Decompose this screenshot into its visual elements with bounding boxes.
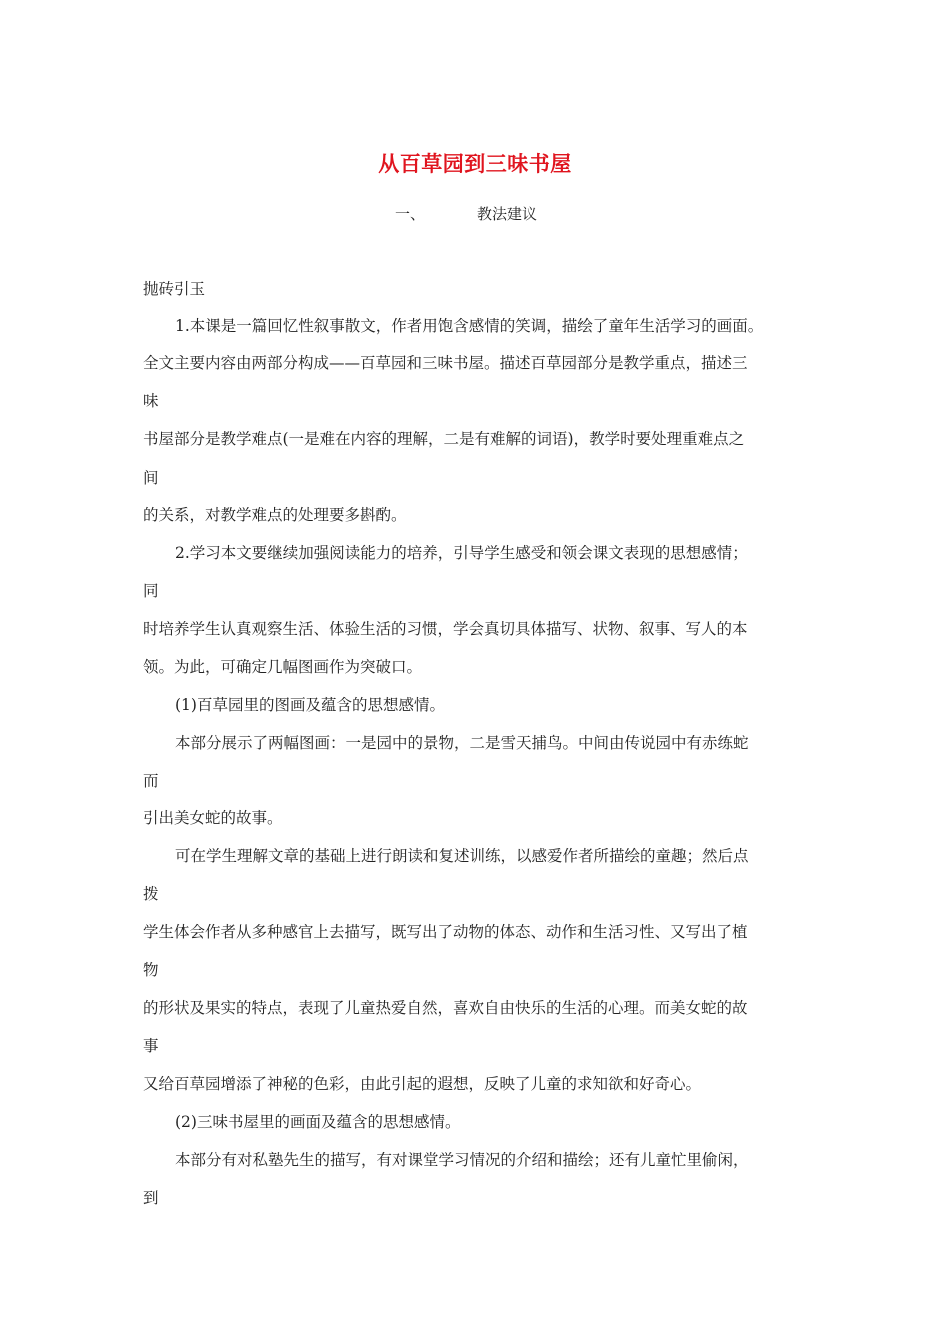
section-number: 一、 [395, 205, 426, 223]
paragraph-line: 间 [143, 469, 159, 487]
paragraph-line: 抛砖引玉 [143, 280, 206, 298]
paragraph-line: 全文主要内容由两部分构成——百草园和三味书屋。描述百草园部分是教学重点，描述三 [143, 354, 748, 372]
paragraph-line: 领。为此，可确定几幅图画作为突破口。 [143, 658, 423, 676]
paragraph-line: 同 [143, 582, 159, 600]
paragraph-line: 1.本课是一篇回忆性叙事散文，作者用饱含感情的笑调，描绘了童年生活学习的画面。 [175, 317, 764, 335]
paragraph-line: 事 [143, 1037, 159, 1055]
paragraph-line: 本部分有对私塾先生的描写，有对课堂学习情况的介绍和描绘；还有儿童忙里偷闲， [175, 1151, 749, 1169]
section-heading [395, 203, 537, 224]
paragraph-line: 本部分展示了两幅图画：一是园中的景物，二是雪天捕鸟。中间由传说园中有赤练蛇 [175, 734, 749, 752]
paragraph-line: (1)百草园里的图画及蕴含的思想感情。 [175, 696, 445, 714]
paragraph-line: 又给百草园增添了神秘的色彩，由此引起的遐想，反映了儿童的求知欲和好奇心。 [143, 1075, 702, 1093]
paragraph-line: (2)三味书屋里的画面及蕴含的思想感情。 [175, 1113, 461, 1131]
paragraph-line: 可在学生理解文章的基础上进行朗读和复述训练，以感爱作者所描绘的童趣；然后点 [175, 847, 749, 865]
paragraph-line: 味 [143, 392, 159, 410]
paragraph-line: 到 [143, 1189, 159, 1207]
paragraph-line: 引出美女蛇的故事。 [143, 809, 283, 827]
paragraph-line: 2.学习本文要继续加强阅读能力的培养，引导学生感受和领会课文表现的思想感情； [175, 544, 748, 562]
section-title: 教法建议 [477, 205, 538, 223]
paragraph-line: 的形状及果实的特点，表现了儿童热爱自然，喜欢自由快乐的生活的心理。而美女蛇的故 [143, 999, 748, 1017]
paragraph-line: 书屋部分是教学难点(一是难在内容的理解，二是有难解的词语)，教学时要处理重难点之 [143, 430, 745, 448]
paragraph-line: 拨 [143, 885, 159, 903]
paragraph-line: 学生体会作者从多种感官上去描写，既写出了动物的体态、动作和生活习性、又写出了植 [143, 923, 748, 941]
paragraph-line: 时培养学生认真观察生活、体验生活的习惯，学会真切具体描写、状物、叙事、写人的本 [143, 620, 748, 638]
paragraph-line: 的关系，对教学难点的处理要多斟酌。 [143, 506, 407, 524]
document-title: 从百草园到三味书屋 [378, 151, 572, 176]
paragraph-line: 而 [143, 772, 159, 790]
paragraph-line: 物 [143, 961, 159, 979]
